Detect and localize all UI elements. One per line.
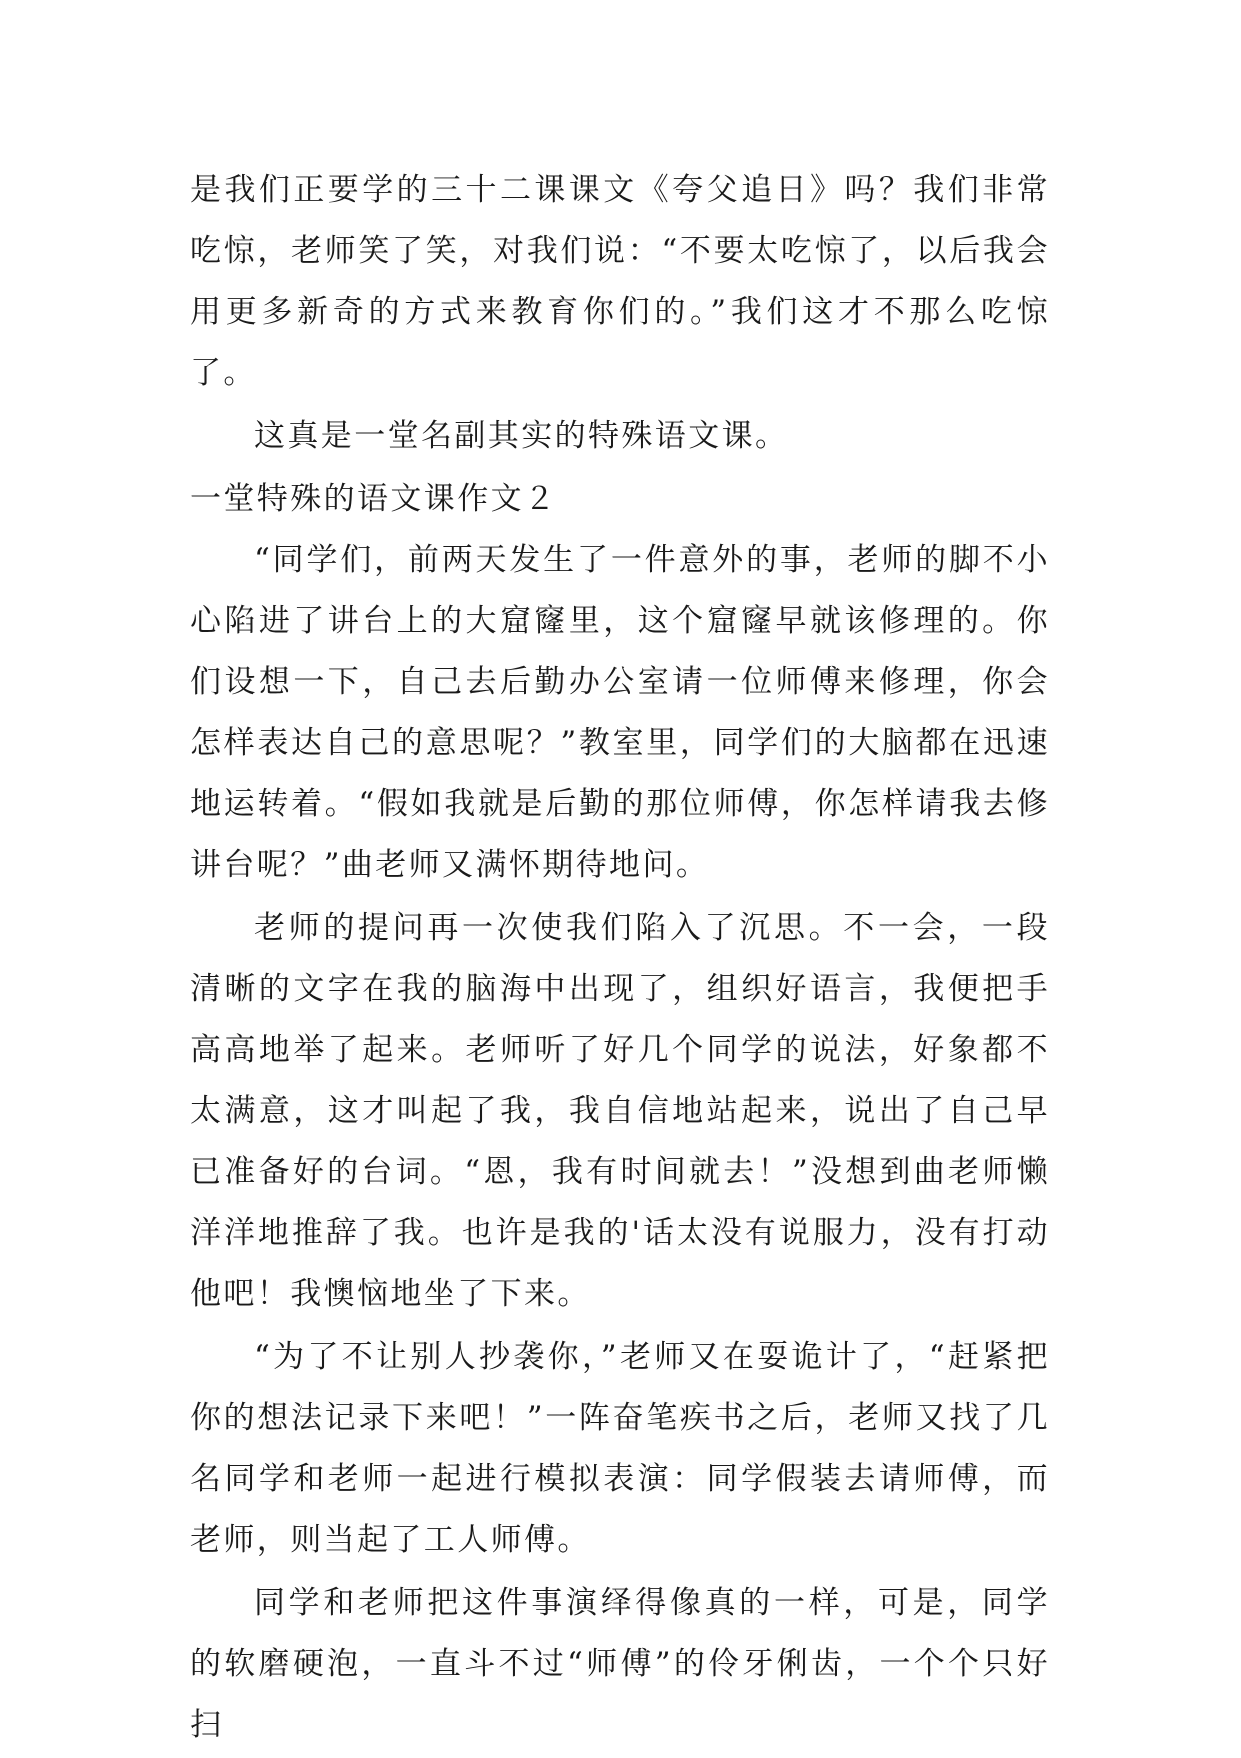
essay-title: 一堂特殊的语文课作文２ bbox=[190, 481, 558, 517]
paragraph-roleplay: “为了不让别人抄袭你，”老师又在耍诡计了，“赶紧把你的想法记录下来吧！”一阵奋笔疾书之后，老师又找了几名同学和老师一起进行模拟表演：同学假装去请师傅，而老师，则当起了工人师傅。 bbox=[190, 1339, 1050, 1558]
paragraph-intro-question: “同学们，前两天发生了一件意外的事，老师的脚不小心陷进了讲台上的大窟窿里，这个窟窿早就该修理的。你们设想一下，自己去后勤办公室请一位师傅来修理，你会怎样表达自己的意思呢？”教室里，同学们的大脑都在迅速地运转着。“假如我就是后勤的那位师傅，你怎样请我去修讲台呢？”曲老师又满怀期待地问。 bbox=[190, 542, 1050, 883]
paragraph-answer: 老师的提问再一次使我们陷入了沉思。不一会，一段清晰的文字在我的脑海中出现了，组织好语言，我便把手高高地举了起来。老师听了好几个同学的说法，好象都不太满意，这才叫起了我，我自信地站起来，说出了自己早已准备好的台词。“恩，我有时间就去！”没想到曲老师懒洋洋地推辞了我。也许是我的'话太没有说服力，没有打动他吧！我懊恼地坐了下来。 bbox=[190, 910, 1050, 1312]
paragraph-conclusion: 这真是一堂名副其实的特殊语文课。 bbox=[254, 418, 789, 454]
document-body bbox=[190, 160, 1050, 1758]
paragraph-performance: 同学和老师把这件事演绎得像真的一样，可是，同学的软磨硬泡，一直斗不过“师傅”的伶牙俐齿，一个个只好扫 bbox=[190, 1585, 1050, 1743]
paragraph-continued: 是我们正要学的三十二课课文《夸父追日》吗？我们非常吃惊，老师笑了笑，对我们说：“不要太吃惊了，以后我会用更多新奇的方式来教育你们的。”我们这才不那么吃惊了。 bbox=[190, 172, 1050, 391]
